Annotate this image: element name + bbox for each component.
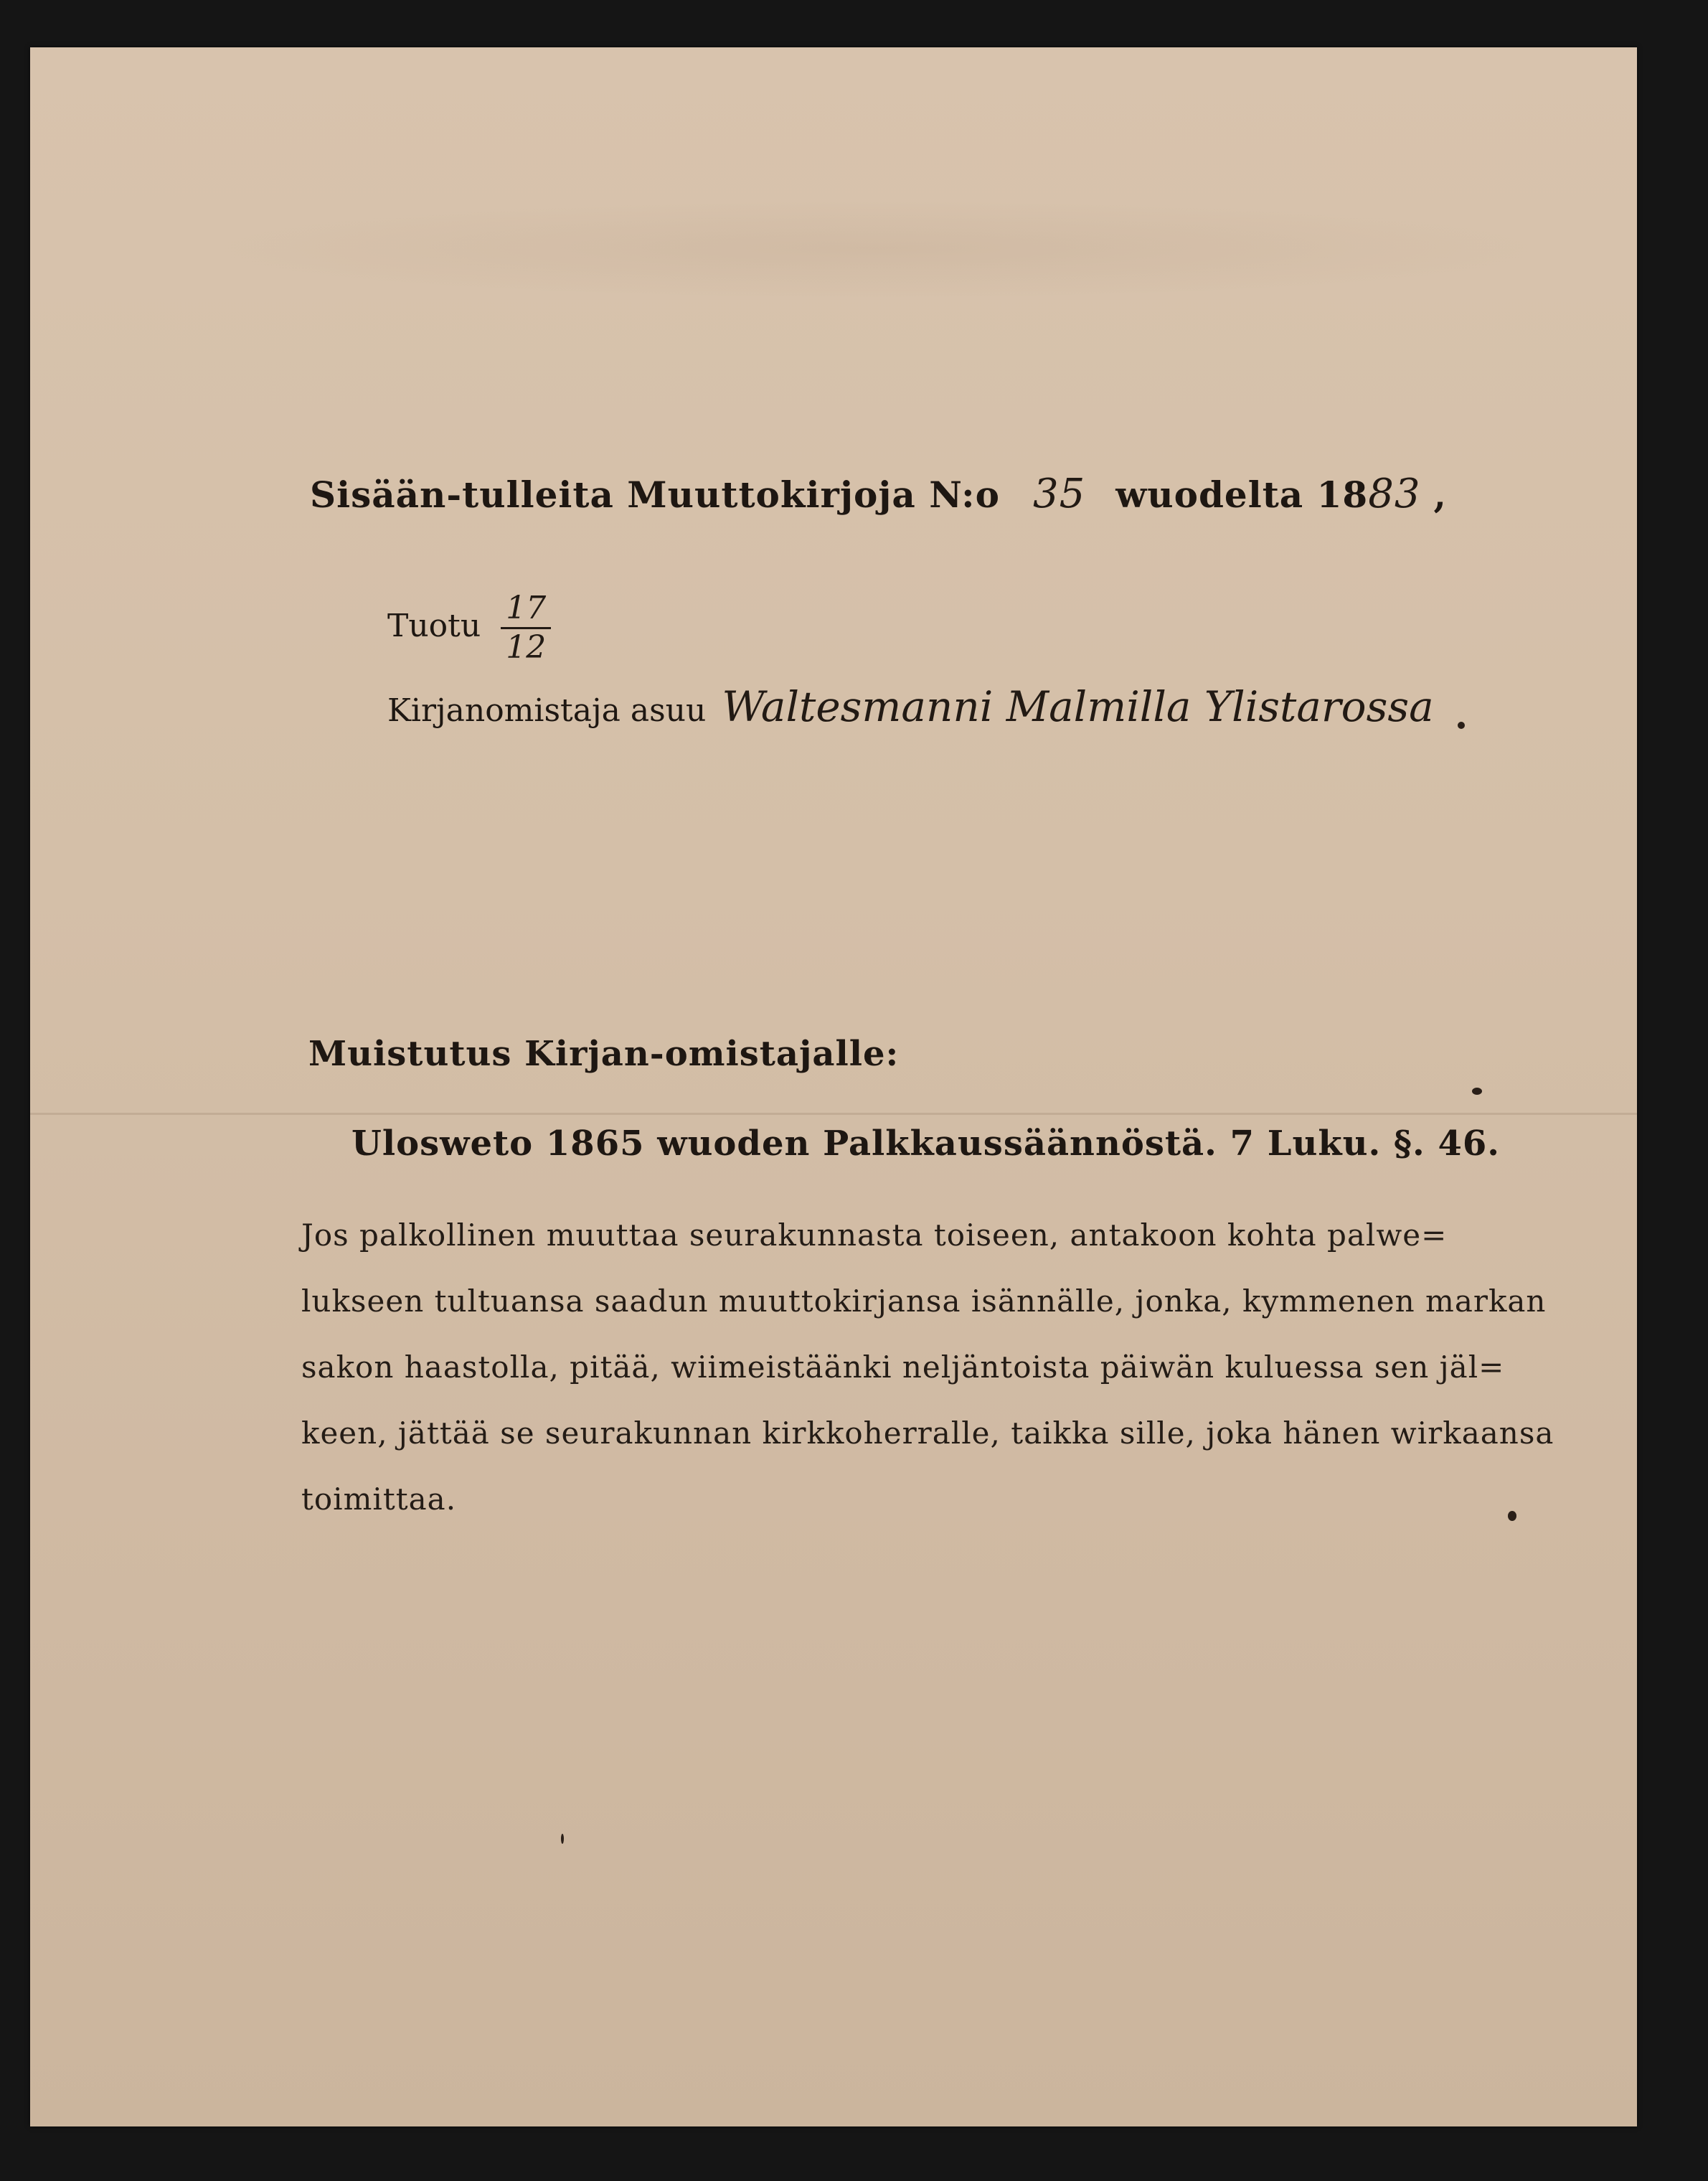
reminder-heading: Muistutus Kirjan-omistajalle: bbox=[308, 1034, 900, 1074]
ink-speck bbox=[1508, 1511, 1516, 1521]
fold-crease bbox=[30, 1113, 1637, 1115]
owner-label: Kirjanomistaja asuu bbox=[387, 692, 707, 729]
header-prefix: Sisään-tulleita Muuttokirjoja N:o bbox=[310, 474, 1000, 516]
paragraph-line: keen, jättää se seurakunnan kirkkoherralle, taikka sille, joka hänen wirkaansa bbox=[301, 1415, 1554, 1451]
year-suffix: 83 bbox=[1368, 471, 1421, 517]
header-year-label: wuodelta 18 bbox=[1115, 474, 1369, 516]
paragraph-line: lukseen tultuansa saadun muuttokirjansa isännälle, jonka, kymmenen markan bbox=[301, 1283, 1547, 1319]
document-sheet bbox=[30, 47, 1637, 2126]
brought-line bbox=[387, 590, 551, 666]
brought-date bbox=[501, 590, 551, 666]
certificate-number: 35 bbox=[1032, 471, 1086, 517]
faded-bleedthrough bbox=[195, 198, 1558, 298]
ink-speck bbox=[1472, 1088, 1482, 1095]
header-trailing: , bbox=[1433, 474, 1447, 516]
document-header bbox=[310, 471, 1447, 517]
brought-label: Tuotu bbox=[387, 608, 481, 644]
brought-month: 12 bbox=[506, 629, 547, 666]
owner-residence: Waltesmanni Malmilla Ylistarossa bbox=[722, 682, 1434, 731]
owner-line bbox=[387, 682, 1434, 731]
paragraph-line: toimittaa. bbox=[301, 1482, 457, 1517]
ink-speck bbox=[1458, 722, 1465, 729]
excerpt-heading: Ulosweto 1865 wuoden Palkkaussäännöstä. 7 Luku. §. 46. bbox=[351, 1124, 1500, 1164]
paragraph-line: sakon haastolla, pitää, wiimeistäänki neljäntoista päiwän kuluessa sen jäl= bbox=[301, 1349, 1505, 1385]
ink-speck bbox=[561, 1834, 564, 1844]
paragraph-line: Jos palkollinen muuttaa seurakunnasta toiseen, antakoon kohta palwe= bbox=[301, 1217, 1448, 1253]
regulation-paragraph bbox=[301, 1202, 1554, 1532]
brought-day: 17 bbox=[506, 590, 547, 626]
